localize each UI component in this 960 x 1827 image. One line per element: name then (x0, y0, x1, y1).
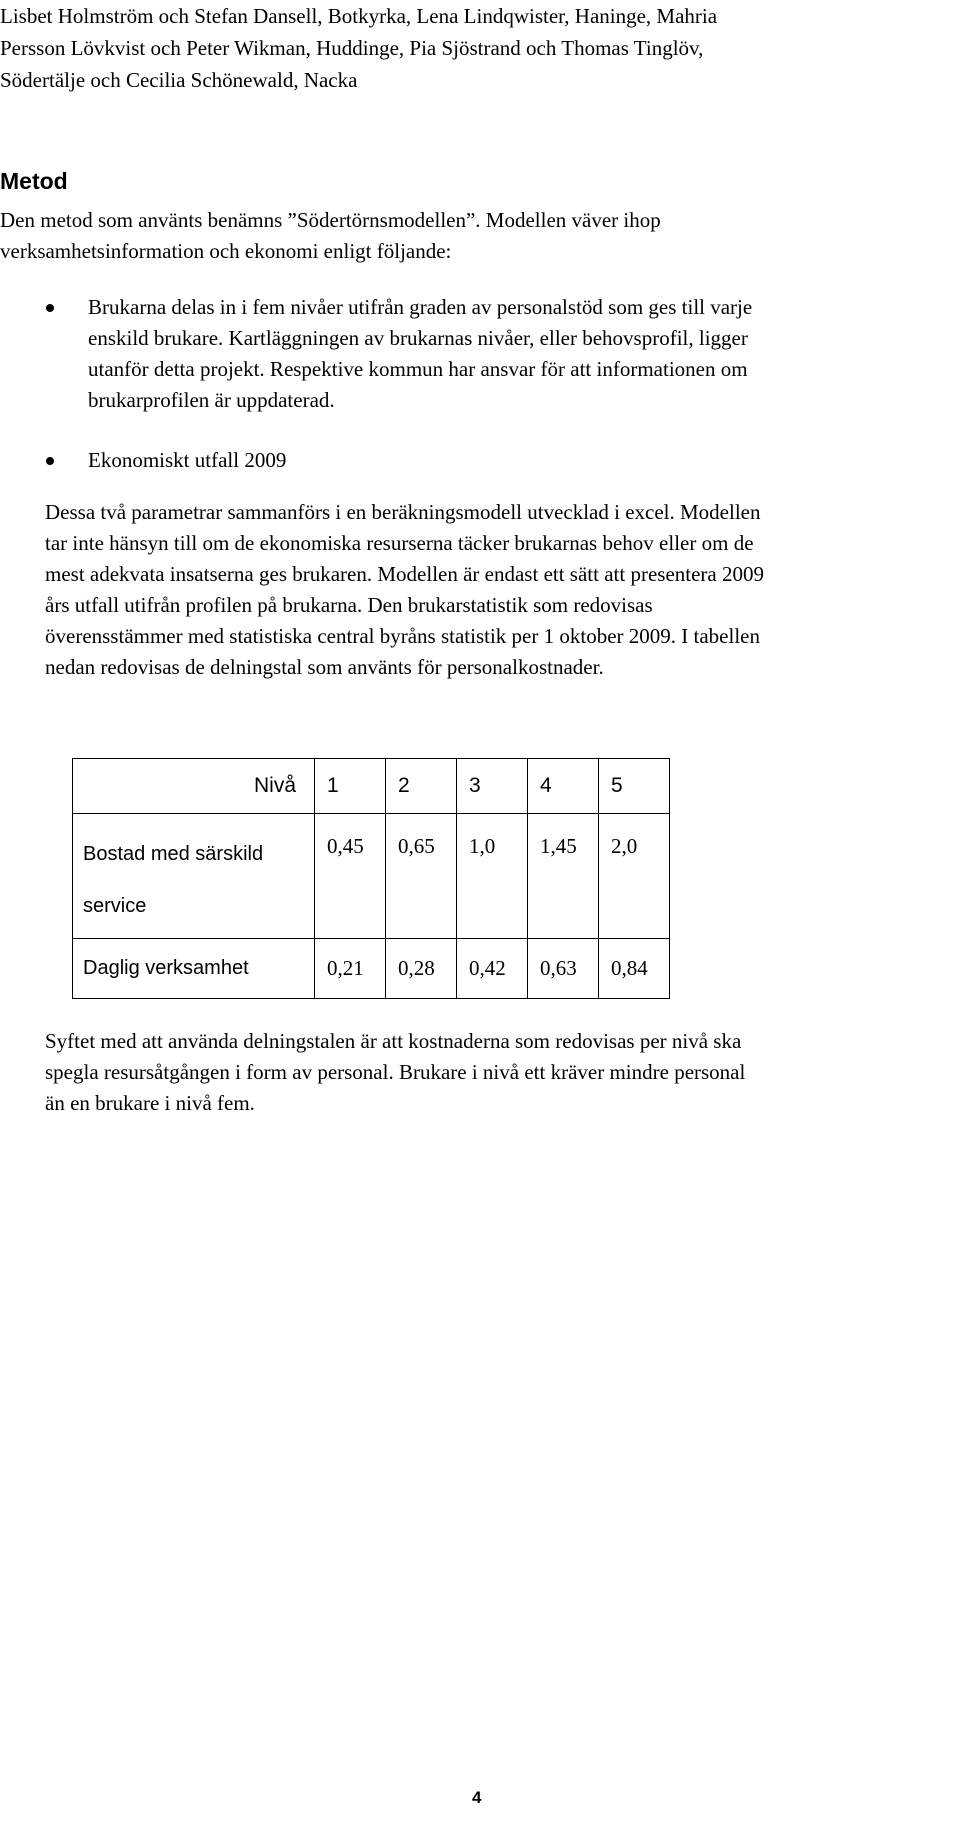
paragraph-line: spegla resursåtgången i form av personal. Brukare i nivå ett kräver mindre personal (45, 1060, 746, 1084)
bullet-line: brukarprofilen är uppdaterad. (88, 388, 335, 412)
row-label-line: Bostad med särskild (83, 843, 264, 865)
author-line: Lisbet Holmström och Stefan Dansell, Botkyrka, Lena Lindqwister, Haninge, Mahria (0, 4, 718, 28)
paragraph-line: mest adekvata insatserna ges brukaren. Modellen är endast ett sätt att presentera 2009 (45, 562, 764, 586)
table-row (73, 814, 670, 939)
table-cell: 0,21 (315, 939, 386, 999)
bullet-dot-icon (46, 457, 54, 465)
bullet-item (0, 445, 950, 476)
bullet-line: Ekonomiskt utfall 2009 (88, 448, 287, 472)
header-level: 5 (599, 759, 670, 814)
header-level: 2 (386, 759, 457, 814)
table-cell: 1,0 (457, 814, 528, 939)
sharing-rates-table (72, 758, 670, 999)
author-line: Södertälje och Cecilia Schönewald, Nacka (0, 68, 358, 92)
bullet-item (0, 292, 950, 416)
bullet-dot-icon (46, 304, 54, 312)
paragraph-line: tar inte hänsyn till om de ekonomiska resurserna täcker brukarnas behov eller om de (45, 531, 754, 555)
author-line: Persson Lövkvist och Peter Wikman, Huddinge, Pia Sjöstrand och Thomas Tinglöv, (0, 36, 704, 60)
paragraph-line: Syftet med att använda delningstalen är att kostnaderna som redovisas per nivå ska (45, 1029, 742, 1053)
table-cell: 0,84 (599, 939, 670, 999)
table-cell: 0,42 (457, 939, 528, 999)
purpose-paragraph (45, 1026, 955, 1119)
method-paragraph (45, 497, 955, 683)
table-cell: 0,28 (386, 939, 457, 999)
table-cell: 0,45 (315, 814, 386, 939)
table-cell: 0,63 (528, 939, 599, 999)
header-level: 3 (457, 759, 528, 814)
paragraph-line: nedan redovisas de delningstal som använts för personalkostnader. (45, 655, 604, 679)
bullet-line: Brukarna delas in i fem nivåer utifrån graden av personalstöd som ges till varje (88, 295, 753, 319)
paragraph-line: Dessa två parametrar sammanförs i en beräkningsmodell utvecklad i excel. Modellen (45, 500, 761, 524)
table-row (73, 939, 670, 999)
table-header-row (73, 759, 670, 814)
bullet-line: utanför detta projekt. Respektive kommun har ansvar för att informationen om (88, 357, 748, 381)
table-cell: 1,45 (528, 814, 599, 939)
section-heading: Metod (0, 168, 68, 194)
author-list (0, 0, 950, 96)
bullet-line: enskild brukare. Kartläggningen av brukarnas nivåer, eller behovsprofil, ligger (88, 326, 748, 350)
table-cell: 0,65 (386, 814, 457, 939)
bullet-list (0, 292, 950, 476)
paragraph-line: än en brukare i nivå fem. (45, 1091, 255, 1115)
header-level: 4 (528, 759, 599, 814)
paragraph-line: överensstämmer med statistiska central byråns statistik per 1 oktober 2009. I tabellen (45, 624, 760, 648)
page-number: 4 (472, 1788, 482, 1807)
row-label (73, 814, 315, 939)
table-cell: 2,0 (599, 814, 670, 939)
header-level: 1 (315, 759, 386, 814)
row-label: Daglig verksamhet (73, 939, 315, 999)
intro-line: Den metod som använts benämns ”Södertörnsmodellen”. Modellen väver ihop (0, 208, 661, 232)
paragraph-line: års utfall utifrån profilen på brukarna. Den brukarstatistik som redovisas (45, 593, 653, 617)
header-level-label: Nivå (73, 759, 315, 814)
intro-paragraph (0, 205, 950, 267)
row-label-line: service (83, 895, 147, 917)
intro-line: verksamhetsinformation och ekonomi enligt följande: (0, 239, 452, 263)
